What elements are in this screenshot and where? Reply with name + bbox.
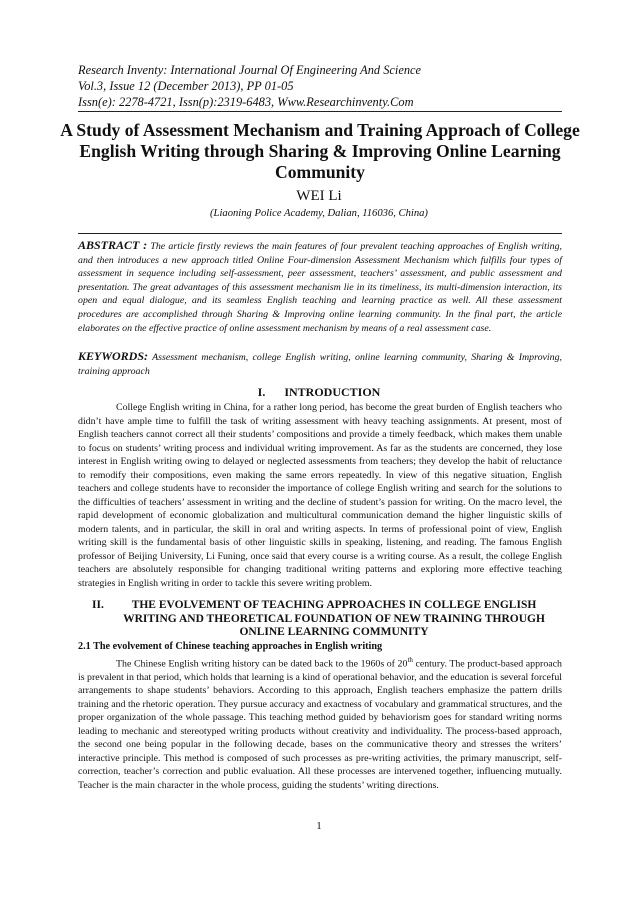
section-1-body: College English writing in China, for a rather long period, has become the great burden of English teachers who didn’t have ample time to fulfill the task of writing assessment with heavy teaching assignments. At present, most of English teachers cannot correct all their students’ compositions and provide a timely feedback, which makes them unable to focus on students’ writing process and individual writing improvement. As far as the students are concerned, they lose interest in English writing owing to delayed or neglected assessments from teachers; they develop the habit of reluctance to remodify their compositions, even making the same errors repeatedly. In view of this negative situation, English teachers and college students have to reconsider the importance of college English writing and search for the solutions to the difficulties of teachers’ assessment in writing and the decline of student’s passion for writing. On the macro level, the rapid development of economic globalization and multicultural communication demand the higher linguistic skills of modern talents, and in particular, the skill in oral and writing aspects. In terms of professional point of view, English writing skill is the fundamental basis of other linguistic skills in speaking, listening, and reading. The famous English professor of Beijing University, Li Funing, once said that every course is a writing course. As a result, the college English teachers are absolutely responsible for changing traditional writing patterns and exploring more effective teaching strategies in English writing in order to tackle this severe writing problem.: [78, 402, 562, 589]
header-rule: [78, 111, 562, 112]
journal-header: [78, 62, 558, 110]
superscript-th: th: [407, 656, 413, 664]
section-2-number: II.: [92, 599, 104, 611]
section-1-heading: [0, 385, 638, 400]
journal-volume: Vol.3, Issue 12 (December 2013), PP 01-05: [78, 79, 294, 93]
section-1-number: I.: [257, 385, 266, 399]
section-1-title: INTRODUCTION: [284, 385, 381, 399]
abstract-label: ABSTRACT :: [78, 238, 148, 252]
abstract-top-rule: [78, 233, 562, 234]
keywords-block: [78, 350, 562, 378]
section-2-body: [78, 654, 562, 792]
paper-title: A Study of Assessment Mechanism and Training Approach of College English Writing through Sharing & Improving Online Learning Community: [60, 120, 580, 182]
abstract-text: The article firstly reviews the main features of four prevalent teaching approaches of English writing, and then introduces a new approach titled Online Four-dimension Assessment Mechanism which fulfills four types of assessment in sequence including self-assessment, peer assessment, teachers’ assessment, and public assessment and presentation. The great advantages of this assessment mechanism lie in its timeliness, its multi-dimension interaction, its open and equal dialogue, and its seamless English teaching and learning practice as well. All these assessment procedures are accomplished through Sharing & Improving online learning community. In the final part, the article elaborates on the effective practice of online assessment mechanism by means of a real assessment case.: [78, 241, 563, 334]
journal-issn: Issn(e): 2278-4721, Issn(p):2319-6483, Www.Researchinventy.Com: [78, 95, 414, 109]
abstract-block: [78, 239, 562, 335]
section-2-title: THE EVOLVEMENT OF TEACHING APPROACHES IN COLLEGE ENGLISH WRITING AND THEORETICAL FOUNDATION OF NEW TRAINING THROUGH ONLINE LEARNING COMMUNITY: [123, 599, 545, 638]
paper-author: WEI Li: [296, 188, 342, 204]
section-2-heading: [92, 599, 548, 640]
section-2-text-start: The Chinese English writing history can be dated back to the 1960s of 20: [116, 658, 408, 670]
keywords-label: KEYWORDS:: [78, 349, 149, 363]
section-2-text-rest: century. The product-based approach is prevalent in that period, which holds that learning is a kind of operational behavior, and the education is several forceful arrangements to shape students’ behaviors. According to this approach, English teachers emphasize the pattern drills training and the rhetoric operation. They pursue accuracy and exactness of vocabulary and grammatical structures, and the proper organization of the whole passage. This teaching method guided by behaviorism goes for standard writing norms leading to mechanic and stereotyped writing products without creativity and individuality. The process-based approach, the second one being popular in the following decade, bases on the communicative theory and stresses the writers’ interactive principle. This method is composed of such processes as pre-writing activities, the primary manuscript, self-correction, teacher’s correction and public evaluation. All these processes are intervened together, influencing mutually. Teacher is the main character in the whole process, guiding the students’ writing directions.: [78, 658, 562, 791]
page-number: 1: [316, 820, 322, 832]
journal-name: Research Inventy: International Journal Of Engineering And Science: [78, 63, 422, 77]
subsection-2-1-heading: 2.1 The evolvement of Chinese teaching approaches in English writing: [78, 641, 383, 652]
paper-affiliation: (Liaoning Police Academy, Dalian, 116036, China): [210, 208, 428, 219]
keywords-text: Assessment mechanism, college English writing, online learning community, Sharing & Improving, training approach: [78, 352, 562, 377]
